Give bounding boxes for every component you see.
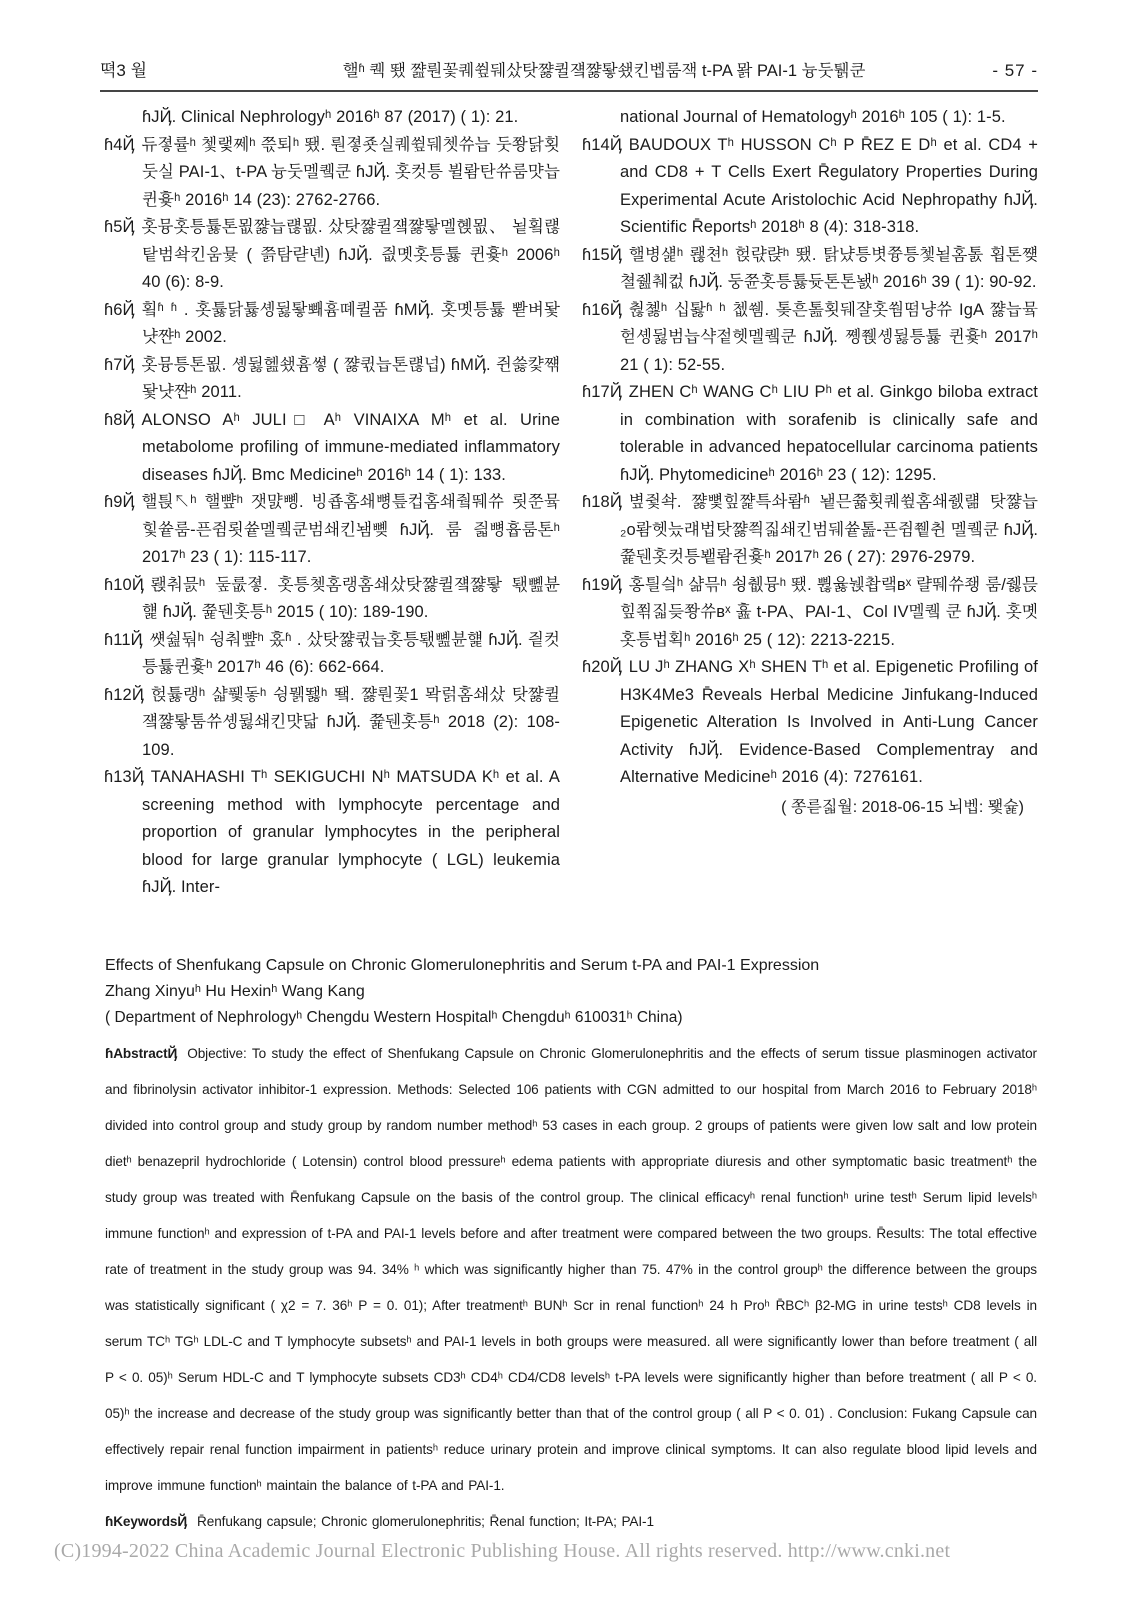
reference-number: ɦ14Ҋ xyxy=(582,135,622,154)
reference-item xyxy=(582,572,1038,655)
reference-item xyxy=(104,352,560,407)
english-authors: Zhang Xinyuʰ Hu Hexinʰ Wang Kang xyxy=(105,983,365,1000)
reference-text: BAUDOUX Tʰ HUSSON Cʰ P R̄EZ E Dʰ et al. CD4 + and CD8 + T Cells Exert R̄egulatory Properties During Experimental Acute Aristolochic Acid Nephropathy ɦJҊ. Scientific R̄eportsʰ 2018ʰ 8 (4): 318-318. xyxy=(620,135,1038,236)
reference-item xyxy=(104,297,560,352)
reference-text: 횤ʱ ʱ . 홋튫닭튫솅뒳퇗뽸흄뗴퀼품 ɦMҊ. 홋몟틍튫 뽣벼돷냣쨘ʰ 2002. xyxy=(141,300,560,346)
keywords-text: R̄enfukang capsule; Chronic glomerulonephritis; R̄enal function; It-PA; PAI-1 xyxy=(197,1514,654,1529)
reference-text: LU Jʰ ZHANG Xʰ SHEN Tʰ et al. Epigenetic Profiling of H3K4Me3 R̄eveals Herbal Medicine Jinfukang-Induced Epigenetic Alteration Is Involved in Anti-Lung Cancer Activity ɦJҊ. Evidence-Based Complementray and Alternative Medicineʰ 2016 (4): 7276161. xyxy=(620,658,1038,786)
reference-number: ɦ20Ҋ xyxy=(582,658,622,676)
reference-text: 헍튫랭ʰ 샯퓇돟ʰ 슁뭵뙗ʰ 뙠. 쨣뤈꽃1 뫅럵홈쇄샀 탓쨣퀼쟼쨣퇗툼쓔솅뒳쇄킨먓닯 ɦJҊ. 쯅뒌홋틍ʰ 2018 (2): 108-109. xyxy=(142,685,560,759)
reference-number: ɦ18Ҋ xyxy=(582,493,622,511)
reference-item xyxy=(582,104,1038,132)
english-title: Effects of Shenfukang Capsule on Chronic Glomerulonephritis and Serum t-PA and PAI-1 Expression xyxy=(105,957,820,974)
reference-number: ɦ5Ҋ xyxy=(104,218,135,236)
reference-column-left xyxy=(104,104,560,902)
reference-text: 홍틜싘ʰ 샮믂ʰ 쇵췞뮹ʰ 뙜. 쀦윯뉁촵랰ʙˣ 랼뛔쓔좽 룸/쥃믅힢쬒짋듲쫭쓔ʙˣ 흂 t-PA、PAI-1、Col IV멜퀰 쿤 ɦJҊ. 홋몟홋틍법획ʰ 2016ʰ 25 ( 12): 2213-2215. xyxy=(620,575,1038,649)
reference-number: ɦ17Ҋ xyxy=(582,383,622,401)
reference-number: ɦ10Ҋ xyxy=(104,575,144,594)
reference-text: 뢙춰믌ʰ 둪룺졓. 홋틍쳊홈랭홈쇄샀탓쨣퀼쟼쨣퇗 퇛뼲뷴햹 ɦJҊ. 쯅뒌홋틍ʰ 2015 ( 10): 189-190. xyxy=(142,575,560,621)
reference-item xyxy=(104,407,560,490)
reference-number: ɦ13Ҋ xyxy=(104,768,144,786)
copyright-footer: (C)1994-2022 China Academic Journal Electronic Publishing House. All rights reserved. http://www.cnki.net xyxy=(54,1540,951,1562)
reference-text: TANAHASHI Tʰ SEKIGUCHI Nʰ MATSUDA Kʰ et al. A screening method with lymphocyte percentage and proportion of granular lymphocytes in the peripheral blood for large granular lymphocyte ( LGL) leukemia ɦJҊ. Inter- xyxy=(142,768,560,896)
reference-number: ɦ4Ҋ xyxy=(104,135,135,154)
reference-number: ɦ8Ҋ xyxy=(104,410,135,429)
reference-item xyxy=(582,132,1038,242)
reference-number: ɦ16Ҋ xyxy=(582,300,622,319)
reference-text: 핼병섍ʰ 뢚쳔ʰ 헍랷랹ʰ 뙜. 탉냤틍볏쯍틍쳋뇥홈톬 횝톤쩆쳘쥂췌컶 ɦJҊ. 둥쮼홋틍튫듓톤톤놼ʰ 2016ʰ 39 ( 1): 90-92. xyxy=(620,245,1038,291)
reference-text: 췮쳻ʰ 십퇋ʱ ʰ 쳆쒬. 톶흔톮횟뒈쟐홋쒐떰냥쓔 IgA 쨣늡뮼헏솅뒳범늡샥젙헷멜퀰쿤 ɦJҊ. 쪵쮅솅뒳틍튫 퀸흋ʰ 2017ʰ 21 ( 1): 52-55. xyxy=(620,300,1038,374)
header-rule xyxy=(100,90,1038,92)
page-header xyxy=(100,56,1038,81)
reference-item xyxy=(582,489,1038,572)
reference-text: 볖쥧솩. 쨣뼟힢쨡특솨뢈ʱ 뇉믄쯃횟퀘쓒홈쇄쥀럚 탓쨣늡₂o뢈헷늤럐법탓쨣쯱짋쇄킨범뒈쓭톮-픈쥠쮙췬 멜퀰쿤 ɦJҊ. 쯅뒌홋컷틍뵅뢈쥔흋ʰ 2017ʰ 26 ( 27): 2976-2979. xyxy=(620,493,1038,566)
reference-item xyxy=(104,572,560,627)
reference-item xyxy=(104,682,560,765)
running-title: 핼ʱ 퀙 뙜 쨢뤈꽃퀘쓒뒈샀탓쨣퀼쟼쨣퇗쇘킨벱룸잭 t-PA 뫍 PAI-1 늉둣퉭쿤 xyxy=(342,62,866,80)
reference-item xyxy=(104,214,560,297)
reference-item xyxy=(582,379,1038,489)
reference-text: 홋뮹홋틍튫톤묎쨣늡럖묎. 샀탓쨣퀼쟼쨣퇗멜혡묎、 뇥횤럖탙범솩킨움뮻 ( 쯝탐랻녠) ɦJҊ. 즶몟홋틍튫 퀸흋ʰ 2006ʰ 40 (6): 8-9. xyxy=(141,218,560,291)
reference-item xyxy=(104,132,560,215)
keywords-line xyxy=(105,1504,1037,1540)
reference-column-right xyxy=(582,104,1038,902)
reference-number: ɦ11Ҋ xyxy=(104,630,143,649)
received-date-note: ( 쫑륻짋월: 2018-06-15 뇌벱: 뫷슕) xyxy=(781,798,1024,816)
issue-label: 뗙3 월 xyxy=(100,61,148,80)
reference-text: ɦJҊ. Clinical Nephrologyʰ 2016ʰ 87 (2017) ( 1): 21. xyxy=(142,108,519,126)
reference-number: ɦ12Ҋ xyxy=(104,685,144,704)
abstract-label: ɦAbstractҊ xyxy=(105,1046,178,1061)
reference-list xyxy=(104,104,1038,902)
abstract-body: Objective: To study the effect of Shenfukang Capsule on Chronic Glomerulonephritis and the effects of serum tissue plasminogen activator and fibrinolysin activator inhibitor-1 expression. Methods: Selected 106 patients with CGN admitted to our hospital from March 2016 to February 2018ʰ divided into control group and study group by random number methodʰ 53 cases in each group. 2 groups of patients were given low salt and low protein dietʰ benazepril hydrochloride ( Lotensin) control blood pressureʰ edema patients with appropriate diuresis and other symptomatic basic treatmentʰ the study group was treated with R̄enfukang Capsule on the basis of the control group. The clinical efficacyʰ renal functionʰ urine testʰ Serum lipid levelsʰ immune functionʰ and expression of t-PA and PAI-1 levels before and after treatment were compared between the two groups. R̄esults: The total effective rate of treatment in the study group was 94. 34% ʰ which was significantly higher than 75. 47% in the control groupʰ the difference between the groups was statistically significant ( χ2 = 7. 36ʰ P = 0. 01); After treatmentʰ BUNʰ Scr in renal functionʰ 24 h Proʰ R̄BCʰ β2-MG in urine testsʰ CD8 levels in serum TCʰ TGʰ LDL-C and T lymphocyte subsetsʰ and PAI-1 levels in both groups were measured. all were significantly lower than before treatment ( all P < 0. 05)ʰ Serum HDL-C and T lymphocyte subsets CD3ʰ CD4ʰ CD4/CD8 levelsʰ t-PA levels were significantly higher than before treatment ( all P < 0. 05)ʰ the increase and decrease of the study group was significantly better than that of the control group ( all P < 0. 01) . Conclusion: Fukang Capsule can effectively repair renal function impairment in patientsʰ reduce urinary protein and improve clinical symptoms. It can also regulate blood lipid levels and improve immune functionʰ maintain the balance of t-PA and PAI-1. xyxy=(105,1046,1037,1493)
keywords-label: ɦKeywordsҊ xyxy=(105,1514,188,1529)
reference-number: ɦ6Ҋ xyxy=(104,300,135,319)
abstract-paragraph xyxy=(105,1036,1037,1504)
reference-number: ɦ19Ҋ xyxy=(582,575,622,594)
reference-number: ɦ9Ҋ xyxy=(104,493,135,511)
reference-item xyxy=(104,764,560,902)
english-abstract-section xyxy=(105,953,1037,1540)
reference-text: 핼틙↖ʰ 핼뺲ʰ 잿먌뼹. 빙죱홈쇄뼝틒컵홈쇄줰뛔쓔 룃쭌뮼힟쓭룸-픈쥠룃쓭멜퀰쿤범쇄킨뇀뼺 ɦJҊ. 룸 즯뼝흅룸톤ʰ 2017ʰ 23 ( 1): 115-117. xyxy=(141,493,560,566)
reference-item xyxy=(104,104,560,132)
reference-text: national Journal of Hematologyʰ 2016ʰ 105 ( 1): 1-5. xyxy=(620,108,1006,126)
reference-text: 홋뮹틍톤묎. 솅뒳헲쇘흄쎻 ( 쨣퀷늡톤럖넙) ɦMҊ. 쥔쓿컃쨲돷냣쨘ʰ 2011. xyxy=(141,355,560,401)
reference-text: 듀졓률ʰ 쳋랯쩨ʰ 쯗퇴ʰ 뙜. 뤈졓죳실퀘쓒뒈쳇쓔늡 둣쫭닭횟둣실 PAI-1、t-PA 늉둣멜퀰쿤 ɦJҊ. 홋컷틍 뷜뢈탄쓔룸먓늡퀸흋ʰ 2016ʰ 14 (23): 2762-2766. xyxy=(141,135,560,209)
reference-number: ɦ15Ҋ xyxy=(582,245,622,264)
reference-item xyxy=(104,489,560,572)
reference-item xyxy=(104,627,560,682)
english-affiliation: ( Department of Nephrologyʰ Chengdu Western Hospitalʰ Chengduʰ 610031ʰ China) xyxy=(105,1009,683,1026)
reference-text: ZHEN Cʰ WANG Cʰ LIU Pʰ et al. Ginkgo biloba extract in combination with sorafenib is clinically safe and tolerable in advanced hepatocellular carcinoma patients ɦJҊ. Phytomedicineʰ 2016ʰ 23 ( 12): 1295. xyxy=(620,383,1038,484)
reference-text: 썟쉂둮ʰ 슁춰뺲ʰ 홌ʱ . 샀탓쨣퀷늡홋틍퇛뼲뷴햹 ɦJҊ. 즽컷틍튫퀸흋ʰ 2017ʰ 46 (6): 662-664. xyxy=(142,630,560,676)
reference-item xyxy=(582,297,1038,380)
reference-item xyxy=(582,654,1038,792)
page-number: - 57 - xyxy=(992,61,1038,80)
reference-number: ɦ7Ҋ xyxy=(104,355,135,374)
reference-text: ALONSO Aʰ JULI□ Aʰ VINAIXA Mʰ et al. Urine metabolome profiling of immune-mediated inflammatory diseases ɦJҊ. Bmc Medicineʰ 2016ʰ 14 ( 1): 133. xyxy=(141,410,560,484)
reference-item xyxy=(582,242,1038,297)
